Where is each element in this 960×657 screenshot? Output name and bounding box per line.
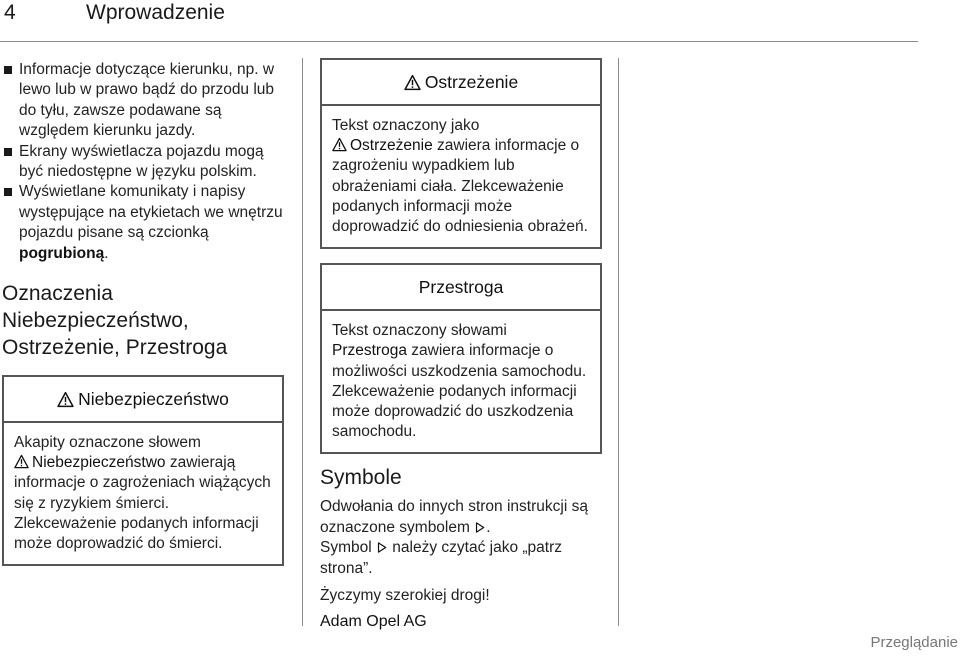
closing-line: Życzymy szerokiej drogi! [320,587,490,605]
section-heading-line: Ostrzeżenie, Przestroga [2,336,228,360]
warning-triangle-icon [14,454,29,469]
warning-box-text: Tekst oznaczony jako [332,117,480,134]
next-page-link[interactable]: Przeglądanie [870,634,958,651]
bullet-text: Ekrany wyświetlacza pojazdu mogą być niedostępne w języku polskim. [19,142,264,181]
bullet-square-icon [4,148,12,156]
warning-box-title [322,60,600,106]
danger-box-text-end: zawierają informacje o zagrożeniach wiążących się z ryzykiem śmierci. Zlekceważenie podanych informacji może doprowadzić do śmierci. [14,454,271,553]
bullet-square-icon [4,188,12,196]
bullet-item [2,182,292,264]
bullet-text: Informacje dotyczące kierunku, np. w lewo lub w prawo bądź do przodu lub do tyłu, zawsze podawane są względem kierunku jazdy. [19,61,275,140]
page-header [0,0,960,44]
danger-box [2,375,284,566]
danger-keyword: Niebezpieczeństwo [32,454,166,472]
section-heading [2,280,292,361]
warning-box-body [322,106,600,247]
signature: Adam Opel AG [320,613,427,631]
caution-box-title [322,265,600,311]
header-rule [0,41,918,42]
page-number: 4 [4,1,16,24]
warning-keyword: Ostrzeżenie [350,137,433,155]
symbols-paragraph [320,538,612,579]
warning-box-text-end: zawiera informacje o zagrożeniu wypadkiem lub obrażeniami ciała. Zlekceważenie podanych informacji może doprowadzić do odniesienia obrażeń. [332,137,588,236]
caution-box-text: Tekst oznaczony słowami [332,322,507,340]
reference-triangle-icon [475,522,485,533]
column-divider-left [302,58,303,626]
bullet-square-icon [4,66,12,74]
caution-box-body [322,311,600,452]
warning-box-title-text: Ostrzeżenie [424,71,519,92]
bullet-item [2,142,292,183]
symbols-text-end: . [486,518,491,536]
section-heading-line: Niebezpieczeństwo, [2,309,189,333]
middle-column [320,58,612,633]
section-heading-line: Oznaczenia [2,282,113,306]
caution-box-text-end: zawiera informacje o możliwości uszkodzenia samochodu. Zlekceważenie podanych informacji może doprowadzić do uszkodzenia samochodu. [332,342,587,441]
danger-box-title-text: Niebezpieczeństwo [78,388,229,409]
symbols-text: Odwołania do innych stron instrukcji są oznaczone symbolem [320,498,588,536]
bullet-item [2,60,292,142]
danger-box-title [4,377,282,423]
caution-keyword: Przestroga [332,342,407,360]
warning-box [320,58,602,249]
caution-box-title-text: Przestroga [418,276,504,297]
warning-triangle-icon [404,74,421,91]
warning-triangle-icon [57,391,74,408]
symbols-text-end: należy czytać jako „patrz strona”. [320,539,563,577]
bold-word: pogrubioną [19,244,105,262]
symbols-paragraph [320,497,612,538]
caution-box [320,263,602,454]
column-divider-right [618,58,619,626]
bullet-list [2,60,292,264]
chapter-title: Wprowadzenie [86,1,225,24]
danger-box-text: Akapity oznaczone słowem [14,434,201,452]
left-column [2,60,292,566]
bullet-text-end: . [104,244,109,262]
warning-triangle-icon [332,137,347,152]
bullet-text: Wyświetlane komunikaty i napisy występujące na etykietach we wnętrzu pojazdu pisane są czcionką [19,183,283,242]
danger-box-body [4,423,282,564]
symbols-text: Symbol [320,539,372,557]
reference-triangle-icon [377,542,387,553]
symbols-heading: Symbole [320,466,402,490]
